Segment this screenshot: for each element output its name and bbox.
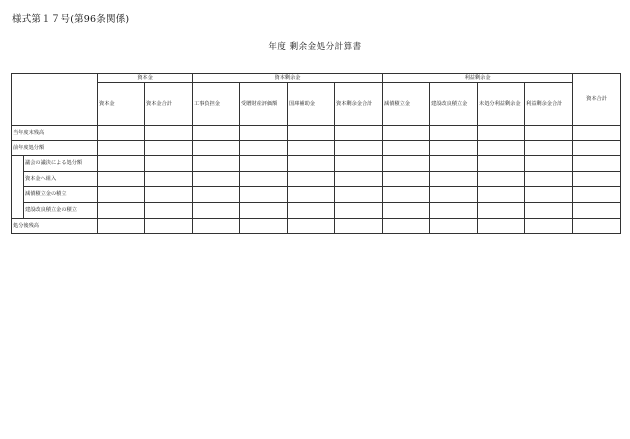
value-cell (98, 126, 145, 141)
row-label: 議会の議決による処分額 (24, 156, 98, 172)
value-cell (193, 156, 240, 172)
row-current-balance (12, 126, 621, 141)
group-capital-surplus: 資本剰余金 (193, 74, 383, 83)
value-cell (288, 141, 335, 156)
document-title: 年度 剰余金処分計算書 (268, 42, 362, 52)
value-cell (240, 203, 288, 219)
row-label: 建設改良積立金の積立 (24, 203, 98, 219)
value-cell (430, 126, 478, 141)
value-cell (525, 203, 573, 219)
value-cell (478, 156, 525, 172)
col-construction-contribution: 工事負担金 (193, 83, 240, 126)
value-cell (525, 126, 573, 141)
row-label: 資本金へ組入 (24, 172, 98, 187)
value-cell (573, 187, 621, 203)
value-cell (383, 141, 430, 156)
value-cell (193, 141, 240, 156)
value-cell (573, 219, 621, 234)
value-cell (145, 126, 193, 141)
row-debt-reserve (12, 187, 621, 203)
value-cell (145, 187, 193, 203)
value-cell (525, 156, 573, 172)
col-capital-subtotal: 資本金合計 (145, 83, 193, 126)
corner-cell (12, 74, 98, 126)
value-cell (573, 172, 621, 187)
value-cell (193, 126, 240, 141)
value-cell (383, 126, 430, 141)
value-cell (193, 172, 240, 187)
col-donated-property: 受贈財産評価額 (240, 83, 288, 126)
value-cell (240, 219, 288, 234)
value-cell (525, 219, 573, 234)
surplus-disposition-table (11, 73, 621, 234)
value-cell (478, 203, 525, 219)
value-cell (573, 141, 621, 156)
value-cell (430, 141, 478, 156)
value-cell (193, 219, 240, 234)
value-cell (145, 219, 193, 234)
value-cell (383, 219, 430, 234)
col-capital-surplus-total: 資本剰余金合計 (335, 83, 383, 126)
value-cell (573, 126, 621, 141)
value-cell (145, 172, 193, 187)
row-council-resolution (12, 156, 621, 172)
value-cell (145, 203, 193, 219)
value-cell (335, 126, 383, 141)
value-cell (430, 219, 478, 234)
value-cell (98, 203, 145, 219)
value-cell (98, 141, 145, 156)
value-cell (335, 219, 383, 234)
column-header-row (12, 83, 621, 126)
value-cell (288, 187, 335, 203)
row-label: 前年度処分額 (12, 141, 98, 156)
value-cell (240, 187, 288, 203)
value-cell (383, 172, 430, 187)
value-cell (383, 187, 430, 203)
value-cell (430, 156, 478, 172)
value-cell (240, 141, 288, 156)
value-cell (240, 172, 288, 187)
value-cell (478, 187, 525, 203)
value-cell (430, 187, 478, 203)
indent-cell (12, 156, 24, 219)
row-construction-reserve (12, 203, 621, 219)
value-cell (145, 141, 193, 156)
row-post-disposal-balance (12, 219, 621, 234)
value-cell (240, 156, 288, 172)
value-cell (525, 172, 573, 187)
col-capital-total: 資本合計 (573, 74, 621, 126)
value-cell (335, 141, 383, 156)
value-cell (383, 203, 430, 219)
col-capital: 資本金 (98, 83, 145, 126)
value-cell (288, 126, 335, 141)
value-cell (288, 172, 335, 187)
value-cell (525, 141, 573, 156)
value-cell (288, 219, 335, 234)
col-national-subsidy: 国庫補助金 (288, 83, 335, 126)
value-cell (478, 126, 525, 141)
value-cell (383, 156, 430, 172)
row-label: 減債積立金の積立 (24, 187, 98, 203)
value-cell (525, 187, 573, 203)
value-cell (478, 172, 525, 187)
value-cell (193, 203, 240, 219)
value-cell (98, 156, 145, 172)
value-cell (573, 156, 621, 172)
value-cell (335, 187, 383, 203)
value-cell (98, 219, 145, 234)
value-cell (478, 219, 525, 234)
value-cell (240, 126, 288, 141)
value-cell (478, 141, 525, 156)
row-label: 当年度末残高 (12, 126, 98, 141)
col-undisposed-earnings: 未処分利益剰余金 (478, 83, 525, 126)
value-cell (335, 203, 383, 219)
value-cell (335, 156, 383, 172)
value-cell (288, 156, 335, 172)
group-header-row (12, 74, 621, 83)
row-capital-transfer (12, 172, 621, 187)
group-capital: 資本金 (98, 74, 193, 83)
group-retained-earnings: 利益剰余金 (383, 74, 573, 83)
row-label: 処分後残高 (12, 219, 98, 234)
value-cell (145, 156, 193, 172)
value-cell (98, 187, 145, 203)
value-cell (573, 203, 621, 219)
form-number: 様式第１７号(第96条関係) (12, 14, 130, 25)
col-construction-reserve: 建設改良積立金 (430, 83, 478, 126)
col-debt-reduction-reserve: 減債積立金 (383, 83, 430, 126)
row-prior-disposal (12, 141, 621, 156)
value-cell (335, 172, 383, 187)
value-cell (430, 203, 478, 219)
value-cell (193, 187, 240, 203)
value-cell (430, 172, 478, 187)
value-cell (98, 172, 145, 187)
col-retained-earnings-total: 利益剰余金合計 (525, 83, 573, 126)
value-cell (288, 203, 335, 219)
